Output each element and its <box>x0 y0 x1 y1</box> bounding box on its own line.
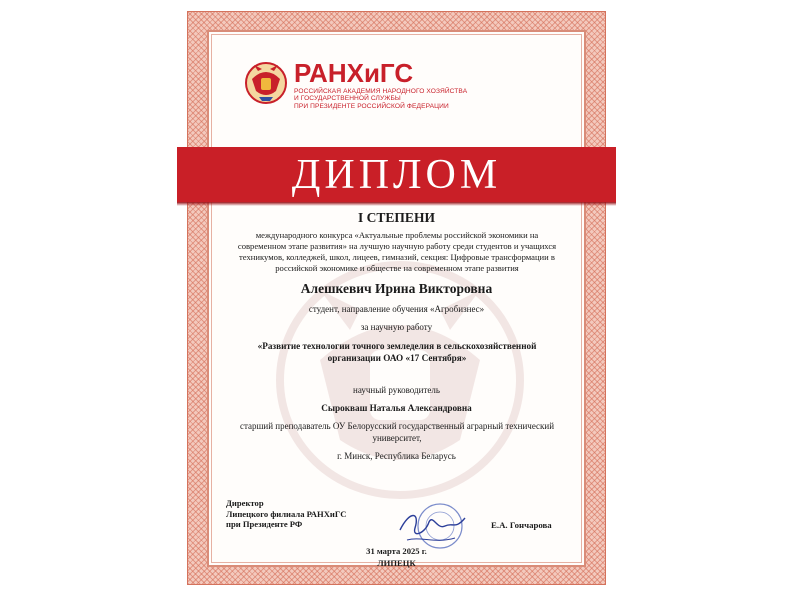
signatory-line3: при Президенте РФ <box>226 519 303 529</box>
supervisor-city: г. Минск, Республика Беларусь <box>337 451 456 461</box>
logo-subtitle <box>294 88 467 110</box>
competition-description: международного конкурса «Актуальные проблемы российской экономики на современном этапе развития» на лучшую научную работу среди студентов и учащихся техникумов, колледжей, школ, лицеев, гимназий, секция: Цифровые трансформации в российской экономике и обществе на современном этапе развития <box>237 230 557 273</box>
signature-and-seal <box>395 500 470 552</box>
diploma-title: ДИПЛОМ <box>291 152 502 198</box>
recipient-status: студент, направление обучения «Агробизнес» <box>308 304 485 314</box>
banner-shadow <box>177 202 616 206</box>
work-label: за научную работу <box>360 322 433 332</box>
signatory-line2: Липецкого филиала РАНХиГС <box>226 508 347 519</box>
work-title: «Развитие технологии точного земледелия в сельскохозяйственной организации ОАО «17 Сентября» <box>257 341 537 363</box>
recipient-name: Алешкевич Ирина Викторовна <box>300 281 493 296</box>
signatory-title <box>226 498 346 530</box>
logo-title: РАНХиГС <box>294 58 414 88</box>
logo-subtitle-line1: РОССИЙСКАЯ АКАДЕМИЯ НАРОДНОГО ХОЗЯЙСТВА <box>294 88 468 95</box>
supervisor-name: Сырокваш Наталья Александровна <box>321 403 472 413</box>
supervisor-label: научный руководитель <box>353 385 440 395</box>
supervisor-position: старший преподаватель ОУ Белорусский государственный аграрный технический университет, <box>239 421 555 443</box>
issue-date: 31 марта 2025 г. <box>366 546 427 556</box>
signatory-line1: Директор <box>226 498 264 508</box>
eagle-emblem-icon <box>244 61 288 105</box>
signatory-name: Е.А. Гончарова <box>491 520 552 530</box>
logo-subtitle-line2: И ГОСУДАРСТВЕННОЙ СЛУЖБЫ <box>294 95 401 103</box>
logo-subtitle-line3: ПРИ ПРЕЗИДЕНТЕ РОССИЙСКОЙ ФЕДЕРАЦИИ <box>294 102 449 110</box>
degree-label: I СТЕПЕНИ <box>358 210 435 225</box>
issue-place: ЛИПЕЦК <box>377 558 416 568</box>
